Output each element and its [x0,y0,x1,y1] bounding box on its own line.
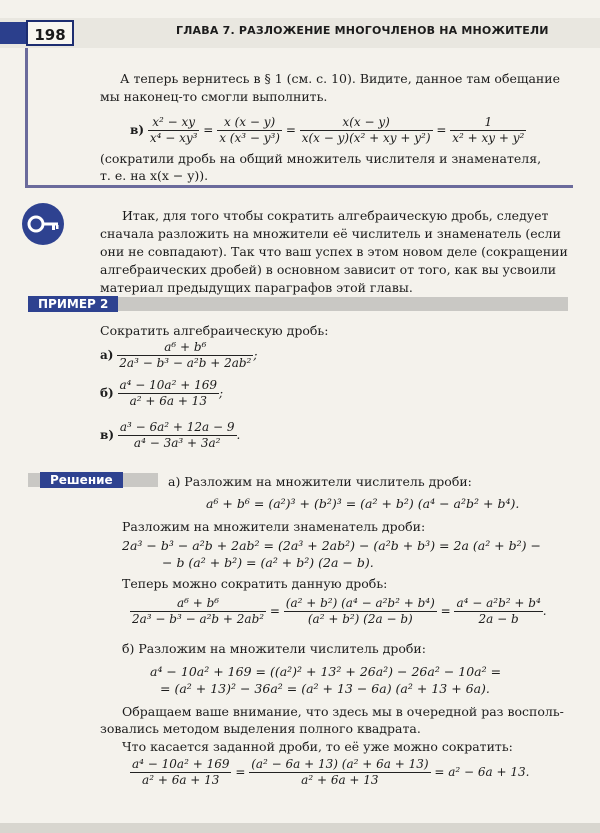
intro-note: т. е. на x(x − y)). [100,168,209,183]
key-icon [22,203,64,245]
intro-line: мы наконец-то смогли выполнить. [100,89,328,104]
chapter-title: ГЛАВА 7. РАЗЛОЖЕНИЕ МНОГОЧЛЕНОВ НА МНОЖИТЕЛИ [176,24,549,37]
solution-fraction-line: $\frac{\text{a⁶ + b⁶}}{\text{2a³ − b³ − a²b + 2ab²}}$ = $\frac{\text{(a² + b²) (a⁴ − a²b² + b⁴)}}{\text{(a² + b²) (2a − b)}}$ = $\frac{\text{a⁴ − a²b² + b⁴}}{2a - b}$ . [132,596,547,626]
solution-math: = (a² + 13)² − 36a² = (a² + 13 − 6a) (a² + 13 + 6a). [160,681,490,696]
solution-text: а) Разложим на множители числитель дроби: [168,474,472,489]
page-bottom-edge [0,823,600,833]
solution-text: Обращаем ваше внимание, что здесь мы в очередной раз восполь- [122,704,564,719]
fraction: $\frac{1}{\text{x² + xy + y²}}$ [452,115,525,145]
page-number: 198 [26,20,74,46]
fraction: $\frac{x(x - y)}{\text{x(x − y)(x² + xy + y²)}}$ [301,115,431,145]
fraction: $\frac{\text{(a² + b²) (a⁴ − a²b² + b⁴)}}{\text{(a² + b²) (2a − b)}}$ [285,596,435,626]
solution-text: б) Разложим на множители числитель дроби: [122,641,426,656]
fraction: $\frac{\text{a⁴ − a²b² + b⁴}}{2a - b}$ [456,596,541,626]
fraction: $\frac{\text{a⁶ + b⁶}}{\text{2a³ − b³ − a²b + 2ab²}}$ [132,596,265,626]
fraction: $\frac{\text{a⁶ + b⁶}}{\text{2a³ − b³ − a²b + 2ab²}}$ [119,340,252,370]
example-task: Сократить алгебраическую дробь: [100,323,329,338]
example-item-c: в) $\frac{\text{a³ − 6a² + 12a − 9}}{\text{a⁴ − 3a³ + 3a²}}$ . [100,420,241,450]
item-label: в) [130,123,145,137]
fraction: $\frac{\text{a⁴ − 10a² + 169}}{\text{a² + 6a + 13}}$ [119,378,217,408]
solution-text: Теперь можно сократить данную дробь: [122,576,388,591]
fraction: $\frac{\text{x² − xy}}{\text{x⁴ − xy³}}$ [149,115,198,145]
solution-math: a⁶ + b⁶ = (a²)³ + (b²)³ = (a² + b²) (a⁴ − a²b² + b⁴). [206,496,520,511]
solution-text: Разложим на множители знаменатель дроби: [122,519,426,534]
solution-text: зовались методом выделения полного квадрата. [100,721,421,736]
rule-line: Итак, для того чтобы сократить алгебраическую дробь, следует [122,208,549,223]
rule-line: они не совпадают). Так что ваш успех в этом новом деле (сокращении [100,244,568,259]
solution-badge: Решение [40,472,123,488]
intro-note: (сократили дробь на общий множитель числителя и знаменателя, [100,151,542,166]
solution-math: 2a³ − b³ − a²b + 2ab² = (2a³ + 2ab²) − (a²b + b³) = 2a (a² + b²) − [122,538,541,553]
fraction: $\frac{\text{a⁴ − 10a² + 169}}{\text{a² + 6a + 13}}$ [132,757,230,787]
fraction: $\frac{x (x - y)}{\text{x (x³ − y³)}}$ [219,115,280,145]
example-item-b: б) $\frac{\text{a⁴ − 10a² + 169}}{\text{a² + 6a + 13}}$ ; [100,378,224,408]
intro-line: А теперь вернитесь в § 1 (см. с. 10). Видите, данное там обещание [120,71,560,86]
solution-text: Что касается заданной дроби, то её уже можно сократить: [122,739,513,754]
rule-line: материал предыдущих параграфов этой главы. [100,280,413,295]
fraction: $\frac{\text{a³ − 6a² + 12a − 9}}{\text{a⁴ − 3a³ + 3a²}}$ [119,420,235,450]
intro-equation: в) $\frac{\text{x² − xy}}{\text{x⁴ − xy³}}$ = $\frac{x (x - y)}{\text{x (x³ − y³)}}$ = $\frac{x(x - y)}{\text{x(x − y)(x² + xy + y²)}}$ = $\frac{1}{\text{x² + xy + y²}}$ [130,115,525,145]
rule-line: алгебраических дробей) в основном зависит от того, как вы усвоили [100,262,557,277]
example-item-a: а) $\frac{\text{a⁶ + b⁶}}{\text{2a³ − b³ − a²b + 2ab²}}$ ; [100,340,258,370]
solution-math: − b (a² + b²) = (a² + b²) (2a − b). [162,555,374,570]
example-badge: ПРИМЕР 2 [28,296,118,312]
solution-math: a⁴ − 10a² + 169 = ((a²)² + 13² + 26a²) − 26a² − 10a² = [150,664,502,679]
solution-final-line: $\frac{\text{a⁴ − 10a² + 169}}{\text{a² + 6a + 13}}$ = $\frac{\text{(a² − 6a + 13) (a² + 6a + 13)}}{\text{a² + 6a + 13}}$ = a² − 6a + 13. [132,757,530,787]
rule-line: сначала разложить на множители её числитель и знаменатель (если [100,226,561,241]
fraction: $\frac{\text{(a² − 6a + 13) (a² + 6a + 13)}}{\text{a² + 6a + 13}}$ [251,757,429,787]
